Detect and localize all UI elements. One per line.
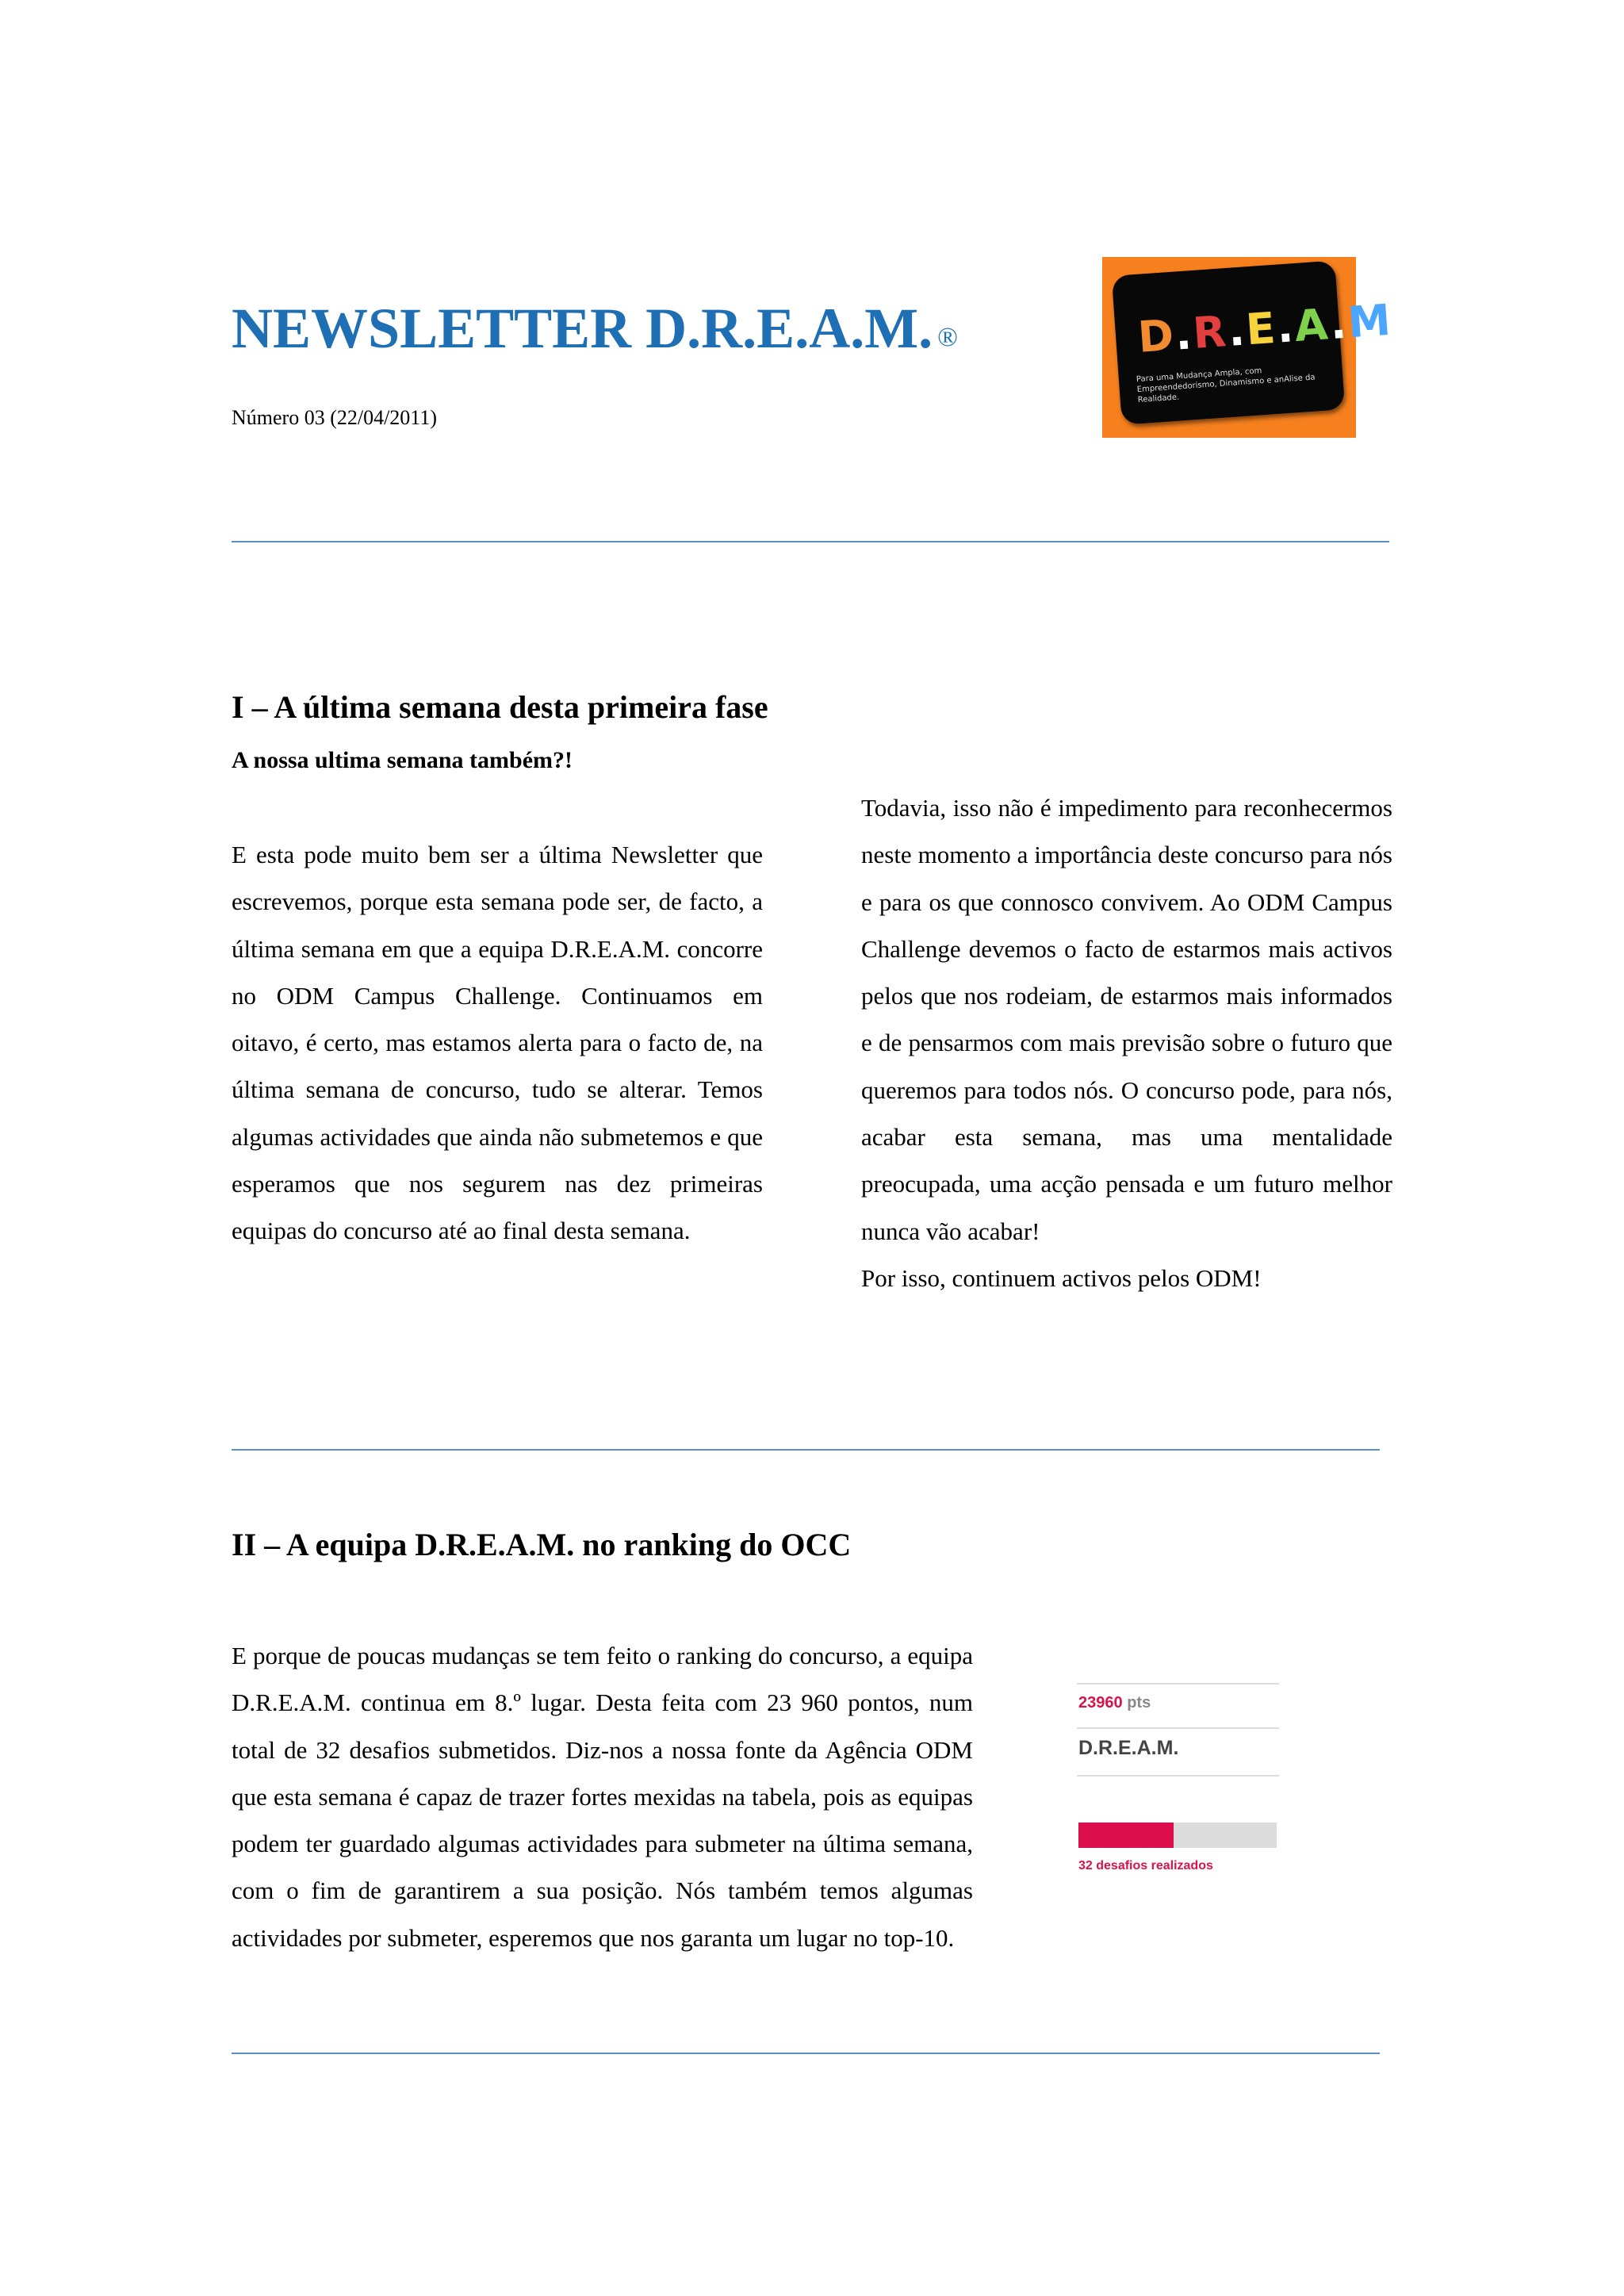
logo-letter: . — [1390, 293, 1412, 345]
challenges-label: desafios realizados — [1096, 1859, 1213, 1872]
logo-letter: . — [1328, 297, 1350, 349]
logo-tagline: Para uma Mudança Ampla, com Empreendedorismo, Dinamismo e anAlise da Realidade. — [1136, 366, 1316, 405]
logo-letter: . — [1226, 305, 1248, 356]
logo-letter: E — [1244, 302, 1279, 355]
logo-letter: D — [1136, 309, 1178, 362]
section1-left-paragraph: E esta pode muito bem ser a última Newsletter que escrevemos, porque esta semana pode ser, de facto, a última semana em que a equipa D.R.E.A.M. concorre no ODM Campus Challenge. Continuamos em oitavo, é certo, mas estamos alerta para o facto de, na última semana de concurso, tudo se alterar. Temos algumas actividades que ainda não submetemos e que esperamos que nos segurem nas dez primeiras equipas do concurso até ao final desta semana. — [232, 841, 763, 1245]
logo-card — [1112, 260, 1412, 424]
section2-column — [232, 1632, 973, 1961]
section1-right-paragraph: Todavia, isso não é impedimento para reconhecermos neste momento a importância deste concurso para nós e para os que connosco convivem. Ao ODM Campus Challenge devemos o facto de estarmos mais activos pelos que nos rodeiam, de estarmos mais informados e de pensarmos com mais previsão sobre o futuro que queremos para todos nós. O concurso pode, para nós, acabar esta semana, mas uma mentalidade preocupada, uma acção pensada e um futuro melhor nunca vão acabar! — [861, 794, 1392, 1245]
widget-lower-rule — [1077, 1775, 1279, 1777]
section2-heading: II – A equipa D.R.E.A.M. no ranking do OCC — [232, 1527, 852, 1562]
widget-points — [1078, 1694, 1151, 1712]
progress-bar — [1078, 1823, 1277, 1848]
widget-mid-rule — [1077, 1727, 1279, 1729]
logo-letter: A — [1293, 299, 1332, 352]
title-text: NEWSLETTER D.R.E.A.M. — [232, 297, 933, 360]
widget-challenges — [1078, 1859, 1213, 1873]
section1-subheading: A nossa ultima semana também?! — [232, 747, 573, 773]
widget-team-name: D.R.E.A.M. — [1078, 1737, 1179, 1759]
dream-logo — [1102, 257, 1412, 438]
challenges-count: 32 — [1078, 1859, 1093, 1872]
section1-left-column — [232, 831, 763, 1255]
logo-letter: M — [1346, 294, 1394, 348]
section2-paragraph: E porque de poucas mudanças se tem feito o ranking do concurso, a equipa D.R.E.A.M. continua em 8.º lugar. Desta feita com 23 960 pontos, num total de 32 desafios submetidos. Diz-nos a nossa fonte da Agência ODM que esta semana é capaz de trazer fortes mexidas na tabela, pois as equipas podem ter guardado algumas actividades para submeter na última semana, com o fim de garantirem a sua posição. Nós também temos algumas actividades por submeter, esperemos que nos garanta um lugar no top-10. — [232, 1642, 973, 1952]
issue-number: Número 03 (22/04/2011) — [232, 406, 437, 429]
section1-right-column — [861, 784, 1392, 1301]
section1-divider — [232, 1449, 1380, 1451]
newsletter-title — [232, 297, 958, 360]
logo-letter: . — [1274, 301, 1297, 353]
widget-top-rule — [1077, 1683, 1279, 1685]
logo-wordmark — [1136, 293, 1411, 362]
header-divider — [232, 541, 1389, 542]
section1-closing-line: Por isso, continuem activos pelos ODM! — [861, 1263, 1262, 1292]
points-value: 23960 — [1078, 1694, 1123, 1711]
section1-heading: I – A última semana desta primeira fase — [232, 689, 768, 725]
points-unit: pts — [1127, 1694, 1151, 1711]
logo-letter: . — [1173, 309, 1195, 360]
section2-divider — [232, 2053, 1380, 2054]
logo-letter: R — [1191, 306, 1231, 359]
progress-bar-fill — [1078, 1823, 1174, 1848]
ranking-widget — [1077, 1683, 1279, 1888]
registered-mark: ® — [937, 323, 958, 352]
